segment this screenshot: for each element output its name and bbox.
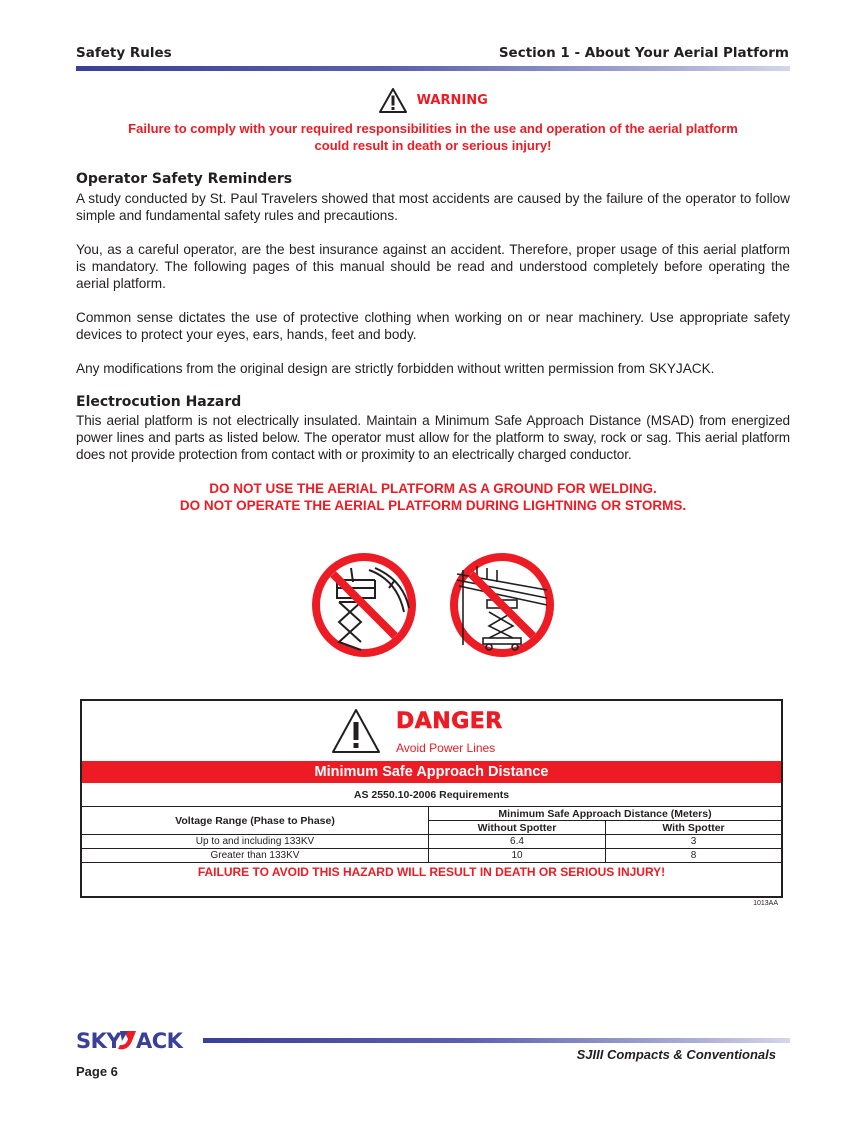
- warning-line-2: could result in death or serious injury!: [314, 138, 552, 153]
- operator-paragraph-2: You, as a careful operator, are the best insurance against an accident. Therefore, proper usage of this aerial platform is mandatory. The following pages of this manual should be read and understood completely before operating the aerial platform.: [76, 242, 790, 291]
- electrocution-paragraph: This aerial platform is not electrically insulated. Maintain a Minimum Safe Approach Distance (MSAD) from energized power lines and parts as listed below. The operator must allow for the platform to sway, rock or sag. This aerial platform does not provide protection from contact with or proximity to an electrically charged conductor.: [76, 413, 790, 462]
- msad-col-voltage: Voltage Range (Phase to Phase): [82, 807, 429, 835]
- figure-reference: 1013AA: [753, 900, 778, 907]
- danger-subtitle: Avoid Power Lines: [396, 741, 496, 755]
- no-welding-ground-icon: [309, 550, 419, 660]
- operator-safety-heading: Operator Safety Reminders: [76, 171, 293, 187]
- danger-label: DANGER: [396, 709, 503, 734]
- danger-box: [80, 699, 783, 898]
- danger-footer-warning: FAILURE TO AVOID THIS HAZARD WILL RESULT IN DEATH OR SERIOUS INJURY!: [82, 863, 781, 882]
- warning-triangle-icon: [378, 87, 408, 114]
- msad-table: [82, 784, 781, 881]
- msad-col-without-spotter: Without Spotter: [429, 821, 606, 835]
- electrocution-heading: Electrocution Hazard: [76, 394, 242, 410]
- msad-row: [82, 849, 781, 863]
- no-lightning-operation-icon: [447, 550, 557, 660]
- msad-standard: AS 2550.10-2006 Requirements: [82, 784, 781, 807]
- svg-text:ACK: ACK: [136, 1029, 183, 1053]
- msad-row-with: 8: [606, 849, 782, 863]
- danger-triangle-icon: [330, 707, 382, 755]
- lightning-warning: DO NOT OPERATE THE AERIAL PLATFORM DURING LIGHTNING OR STORMS.: [179, 498, 687, 513]
- header-section-title: Safety Rules: [76, 45, 172, 61]
- svg-text:SKY: SKY: [76, 1029, 122, 1053]
- operator-paragraph-1: A study conducted by St. Paul Travelers showed that most accidents are caused by the failure of the operator to follow simple and fundamental safety rules and precautions.: [76, 191, 790, 223]
- msad-row: [82, 835, 781, 849]
- msad-row-without: 10: [429, 849, 606, 863]
- msad-title-bar: Minimum Safe Approach Distance: [82, 761, 781, 783]
- page-number: Page 6: [76, 1064, 118, 1079]
- skyjack-logo: [76, 1027, 200, 1058]
- warning-line-1: Failure to comply with your required responsibilities in the use and operation of the aerial platform: [128, 121, 738, 136]
- msad-row-with: 3: [606, 835, 782, 849]
- header-rule: [76, 66, 790, 71]
- header-chapter-title: Section 1 - About Your Aerial Platform: [498, 45, 789, 61]
- warning-title-block: [0, 87, 866, 114]
- msad-row-range: Up to and including 133KV: [82, 835, 429, 849]
- msad-row-range: Greater than 133KV: [82, 849, 429, 863]
- msad-col-with-spotter: With Spotter: [606, 821, 782, 835]
- footer-rule: [203, 1038, 790, 1043]
- operator-paragraph-3: Common sense dictates the use of protective clothing when working on or near machinery. Use appropriate safety devices to protect your eyes, ears, hands, feet and body.: [76, 310, 790, 342]
- welding-warning: DO NOT USE THE AERIAL PLATFORM AS A GROUND FOR WELDING.: [209, 481, 657, 496]
- msad-row-without: 6.4: [429, 835, 606, 849]
- msad-col-distance: Minimum Safe Approach Distance (Meters): [429, 807, 782, 821]
- operator-paragraph-4: Any modifications from the original design are strictly forbidden without written permission from SKYJACK.: [76, 361, 715, 376]
- warning-message: [76, 120, 790, 154]
- warning-label: WARNING: [416, 93, 488, 108]
- footer-product-name: SJIII Compacts & Conventionals: [576, 1047, 776, 1062]
